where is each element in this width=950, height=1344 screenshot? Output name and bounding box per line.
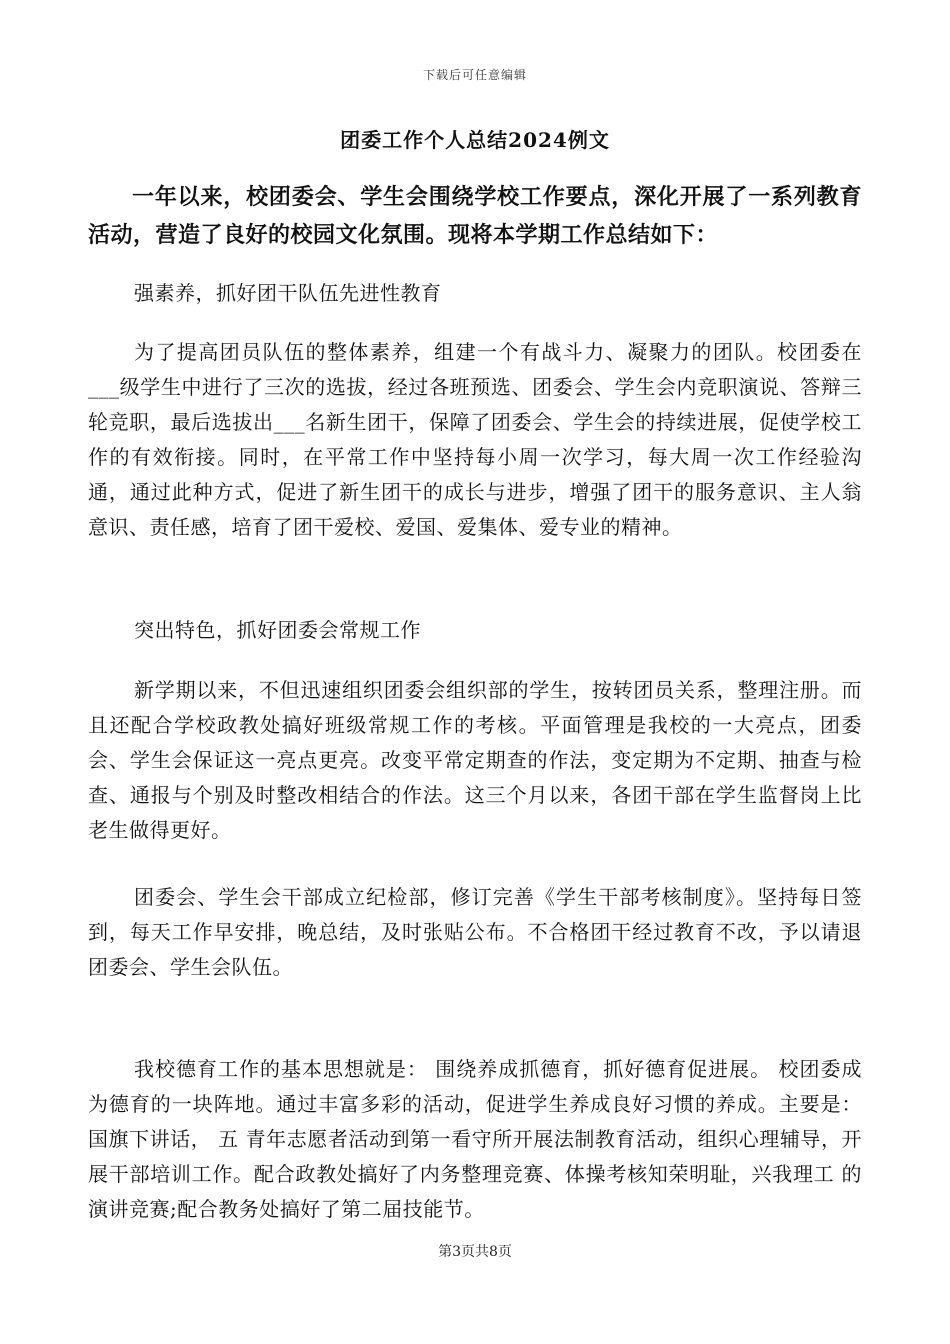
header-note: 下载后可任意编辑: [422, 68, 527, 82]
section-2-paragraph-3: 我校德育工作的基本思想就是： 围绕养成抓德育，抓好德育促进展。 校团委成为德育的一块阵地。通过丰富多彩的活动，促进学生养成良好习惯的养成。主要是：国旗下讲话， 五 青年志愿者活动到第一看守所开展法制教育活动，组织心理辅导，开展干部培训工作。配合政教处搞好了内务整理竞赛、体操考核知荣明耻，兴我理工 的演讲竞赛;配合教务处搞好了第二届技能节。: [88, 1057, 862, 1221]
section-2-heading: 突出特色，抓好团委会常规工作: [134, 618, 421, 642]
section-2-paragraph-2: 团委会、学生会干部成立纪检部，修订完善《学生干部考核制度》。坚持每日签到，每天工作早安排，晚总结，及时张贴公布。不合格团干经过教育不改，予以请退团委会、学生会队伍。: [88, 885, 862, 979]
document-title: 团委工作个人总结2024例文: [340, 128, 610, 152]
section-2-paragraph-1: 新学期以来，不但迅速组织团委会组织部的学生，按转团员关系，整理注册。而且还配合学校政教处搞好班级常规工作的考核。平面管理是我校的一大亮点，团委会、学生会保证这一亮点更亮。改变平常定期查的作法，变定期为不定期、抽查与检查、通报与个别及时整改相结合的作法。这三个月以来，各团干部在学生监督岗上比老生做得更好。: [88, 678, 862, 842]
intro-paragraph: 一年以来，校团委会、学生会围绕学校工作要点，深化开展了一系列教育活动，营造了良好的校园文化氛围。现将本学期工作总结如下：: [88, 184, 862, 248]
section-1-paragraph: 为了提高团员队伍的整体素养，组建一个有战斗力、凝聚力的团队。校团委在___级学生中进行了三次的选拔，经过各班预选、团委会、学生会内竞职演说、答辩三轮竞职，最后选拔出___名新生团干，保障了团委会、学生会的持续进展，促使学校工作的有效衔接。同时，在平常工作中坚持每小周一次学习，每大周一次工作经验沟通，通过此种方式，促进了新生团干的成长与进步，增强了团干的服务意识、主人翁意识、责任感，培育了团干爱校、爱国、爱集体、爱专业的精神。: [88, 340, 862, 539]
page-number: 第3页共8页: [438, 1244, 512, 1260]
section-1-heading: 强素养，抓好团干队伍先进性教育: [134, 281, 442, 305]
